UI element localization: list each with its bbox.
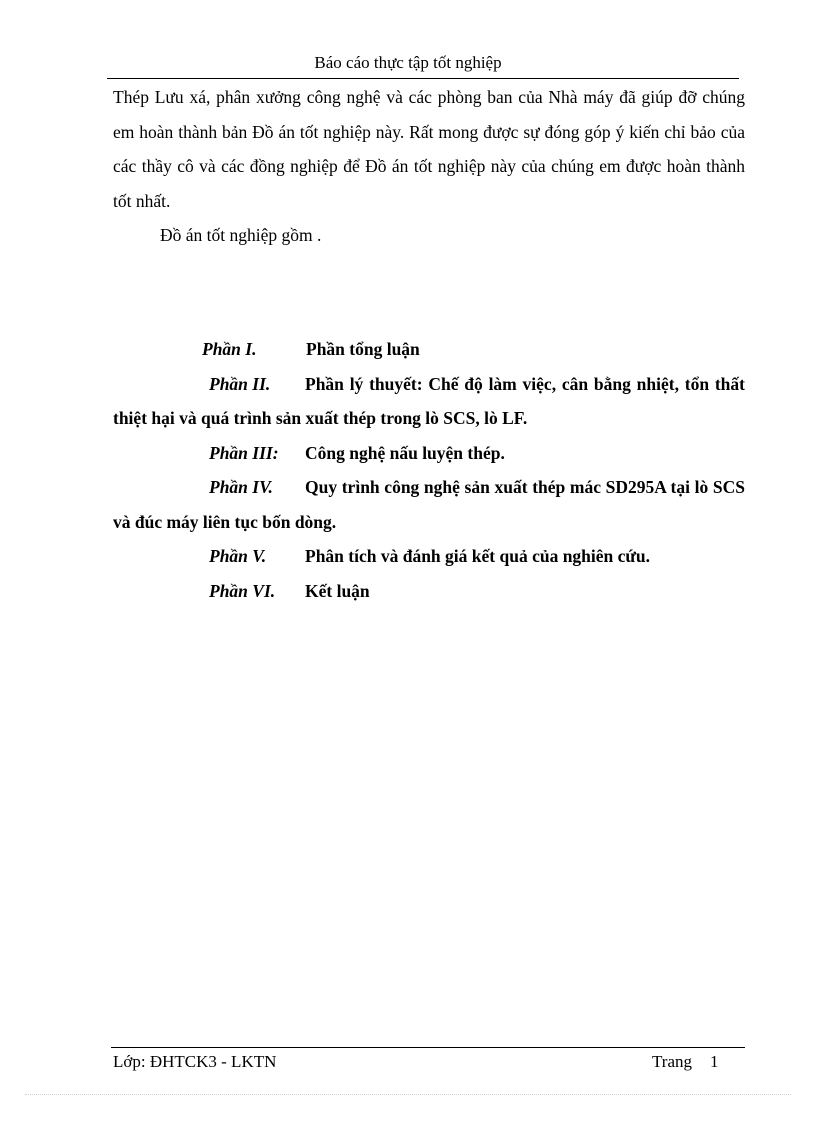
body-paragraph-2: Đồ án tốt nghiệp gồm .	[160, 225, 322, 245]
footer-page-info	[652, 1051, 719, 1073]
toc-item-label: Phần I.	[202, 339, 257, 359]
toc-item-label: Phần IV.	[209, 477, 273, 497]
toc-item-4	[113, 470, 745, 539]
toc-item-label: Phần VI.	[209, 580, 276, 601]
toc-item-text: Công nghệ nấu luyện thép.	[305, 442, 505, 463]
footer-page-number: 1	[710, 1052, 719, 1071]
footer-divider	[111, 1047, 745, 1048]
footer-class-label: Lớp: ĐHTCK3 - LKTN	[113, 1052, 277, 1071]
toc-item-1	[113, 332, 745, 367]
toc-item-label: Phần V.	[209, 546, 267, 566]
toc-item-text: Quy trình công nghệ sản xuất thép mác SD295A tại lò SCS và đúc máy liên tục bốn dòng.	[113, 477, 745, 532]
toc-item-label: Phần II.	[209, 373, 271, 394]
toc-item-text: Phần tổng luận	[306, 339, 420, 359]
toc-item-2	[113, 367, 745, 436]
footer-page-label: Trang	[652, 1052, 692, 1071]
body-text	[113, 80, 745, 253]
toc-item-text: Phân tích và đánh giá kết quả của nghiên cứu.	[305, 546, 651, 566]
page-header-title: Báo cáo thực tập tốt nghiệp	[314, 53, 502, 72]
body-paragraph-1: Thép Lưu xá, phân xưởng công nghệ và các phòng ban của Nhà máy đã giúp đỡ chúng em hoàn thành bản Đồ án tốt nghiệp này. Rất mong được sự đóng góp ý kiến chỉ bảo của các thầy cô và các đồng nghiệp để Đồ án tốt nghiệp này của chúng em được hoàn thành tốt nhất.	[113, 87, 745, 211]
table-of-contents	[113, 332, 745, 608]
toc-item-5	[113, 539, 745, 574]
toc-item-3	[113, 436, 745, 471]
toc-item-text: Kết luận	[305, 580, 370, 601]
toc-item-6	[113, 574, 745, 609]
header-divider	[107, 78, 739, 79]
toc-item-label: Phần III:	[209, 442, 279, 463]
toc-item-text: Phần lý thuyết: Chế độ làm việc, cân bằng nhiệt, tổn thất thiệt hại và quá trình sản xuất thép trong lò SCS, lò LF.	[113, 373, 745, 428]
page-bottom-border	[25, 1094, 791, 1095]
